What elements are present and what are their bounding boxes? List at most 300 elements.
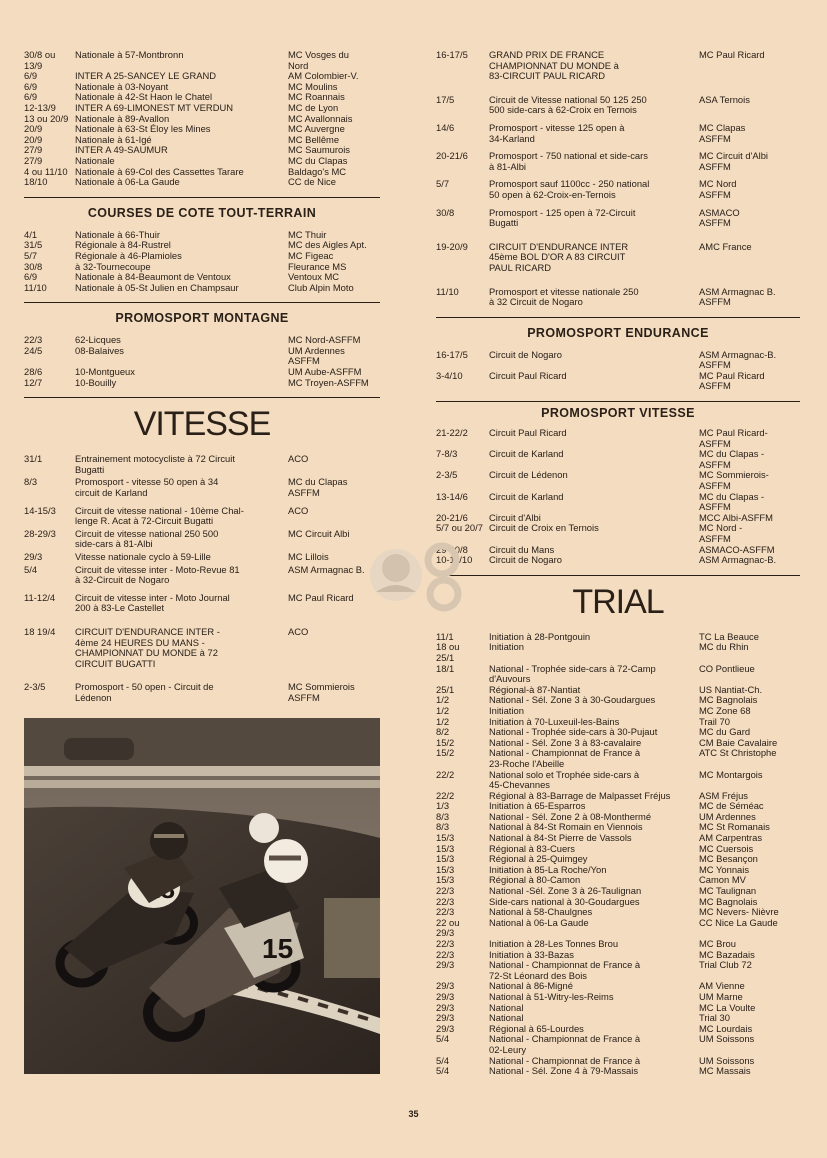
club-cell: MC Roannais [288,91,345,103]
event-cell: Promosport - 125 open à 72-Circuit Bugatti [489,206,636,229]
event-cell: National - Sél. Zone 2 à 08-Monthermé [489,810,652,822]
club-cell: ASM Armagnac-B. ASFFM [699,348,777,371]
event-cell: à 32-Tournecoupe [75,260,151,272]
date-cell: 1/2 [436,704,450,716]
club-cell: MC St Romanais [699,821,770,833]
event-cell: INTER A 69-LIMONEST MT VERDUN [75,101,234,113]
club-cell: ACO [288,453,309,465]
schedule-row [24,283,380,294]
event-cell: Vitesse nationale cyclo à 59-Lille [75,551,211,562]
date-cell: 27/9 [24,144,43,156]
event-cell: Nationale à 69-Col des Cassettes Tarare [75,165,244,177]
event-cell: Régionale à 84-Rustrel [75,239,171,251]
club-cell: MC du Rhin [699,641,749,653]
date-cell: 13-14/6 [436,490,468,502]
event-cell: Entrainement motocycliste à 72 Circuit Bugatti [75,453,235,475]
event-cell: Nationale à 84-Beaumont de Ventoux [75,271,231,283]
row-gap [436,229,800,242]
tout-terrain-block [24,230,380,294]
event-cell: Initiation à 70-Luxeuil-les-Bains [489,715,620,727]
event-cell: GRAND PRIX DE FRANCE CHAMPIONNAT DU MONDE à 83-CIRCUIT PAUL RICARD [489,49,619,82]
date-cell: 2-3/5 [24,681,46,693]
event-cell: INTER A 49-SAUMUR [75,144,168,156]
event-cell: Circuit de Nogaro [489,554,562,566]
motorcycle-race-photo [24,718,380,1074]
event-cell: Initiation à 28-Pontgouin [489,630,591,642]
date-cell: 1/3 [436,800,450,812]
event-cell: Régional à 80-Camon [489,874,581,886]
date-cell: 15/2 [436,736,455,748]
date-cell: 29/3 [436,959,455,971]
club-cell: MC du Clapas ASFFM [288,476,348,499]
event-cell: Promosport et vitesse nationale 250 à 32 Circuit de Nogaro [489,285,639,308]
date-cell: 29/3 [436,990,455,1002]
date-cell: 11/10 [436,285,459,297]
endurance-block [436,350,800,392]
divider [24,302,380,303]
date-cell: 28/6 [24,366,43,378]
schedule-row [436,523,800,544]
club-cell: MC Thuir [288,228,327,240]
date-cell: 15/3 [436,853,455,865]
event-cell: Nationale à 05-St Julien en Champsaur [75,281,239,293]
club-cell: MC Bagnolais [699,694,758,706]
event-cell: Initiation à 65-Esparros [489,800,586,812]
club-cell: MC Nord ASFFM [699,178,737,200]
schedule-row [24,103,380,114]
event-cell: National à 58-Chaulgnes [489,906,593,918]
date-cell: 30/8 ou 13/9 [24,49,56,71]
club-cell: MCC Albi-ASFFM [699,511,773,523]
club-cell: MC de Séméac [699,800,764,812]
date-cell: 16-17/5 [436,49,468,60]
club-cell: MC Sommierois ASFFM [288,681,355,703]
event-cell: Nationale [75,154,115,166]
date-cell: 22/3 [436,885,455,897]
date-cell: 22/2 [436,768,455,780]
club-cell: CM Baie Cavalaire [699,736,778,748]
divider [24,197,380,198]
event-cell: Circuit Paul Ricard [489,427,567,439]
date-cell: 5/4 [24,563,38,575]
date-cell: 27/9 [24,154,43,166]
event-cell: CIRCUIT D'ENDURANCE INTER 45ème BOL D'OR A 83 CIRCUIT PAUL RICARD [489,240,629,273]
date-cell: 14/6 [436,121,455,133]
event-cell: 10-Bouilly [75,376,117,388]
schedule-row [436,179,800,200]
event-cell: Nationale à 57-Montbronn [75,49,184,60]
event-cell: Circuit de Nogaro [489,348,562,360]
club-cell: MC Clapas ASFFM [699,121,746,144]
date-cell: 29/3 [436,1022,455,1034]
club-cell: ASM Armagnac B. [288,563,365,575]
date-cell: 22/3 [436,938,455,949]
schedule-row [436,918,800,939]
event-cell: Circuit de vitesse inter - Moto-Revue 81 à 32-Circuit de Nogaro [75,563,240,586]
club-cell: MC Paul Ricard [699,49,765,60]
date-cell: 18/1 [436,662,455,674]
event-cell: Promosport - vitesse 50 open à 34 circuit de Karland [75,476,219,499]
event-cell: Régional à 65-Lourdes [489,1022,584,1034]
event-cell: Initiation à 85-La Roche/Yon [489,863,607,875]
club-cell: MC Zone 68 [699,704,751,716]
date-cell: 19-20/9 [436,240,468,252]
club-cell: Club Alpin Moto [288,281,354,293]
schedule-row [436,151,800,172]
date-cell: 18 ou 25/1 [436,641,460,663]
club-cell: ASMACO ASFFM [699,206,740,229]
date-cell: 5/4 [436,1033,450,1045]
event-cell: National -Sél. Zone 3 à 26-Taulignan [489,885,642,897]
schedule-row [436,1034,800,1055]
event-cell: Circuit de vitesse inter - Moto Journal 200 à 83-Le Castellet [75,591,230,614]
event-cell: National - Sél. Zone 3 à 83-cavalaire [489,736,642,748]
event-cell: National à 06-La Gaude [489,916,589,928]
event-cell: Initiation à 33-Bazas [489,948,574,960]
right-column [436,50,800,1077]
schedule-row [24,50,380,71]
event-cell: Circuit de Lédenon [489,469,568,481]
date-cell: 12-13/9 [24,101,56,113]
date-cell: 22/3 [436,895,455,907]
event-cell: National [489,1001,524,1013]
club-cell: MC Sommierois- ASFFM [699,469,769,492]
club-cell: UM Ardennes ASFFM [288,344,345,367]
schedule-row [436,242,800,274]
schedule-row [24,565,380,586]
date-cell: 1/2 [436,694,450,706]
event-cell: Circuit de vitesse national 250 500 side-cars à 81-Albi [75,527,219,550]
club-cell: AM Vienne [699,980,745,992]
date-cell: 21-22/2 [436,427,468,439]
promosport-vitesse-block [436,428,800,566]
date-cell: 13 ou 20/9 [24,112,69,124]
event-cell: Circuit du Mans [489,543,555,555]
schedule-row [436,123,800,144]
schedule-row [436,748,800,769]
club-cell: ASMACO-ASFFM [699,543,775,555]
club-cell: AM Carpentras [699,832,763,844]
schedule-row [436,706,800,717]
event-cell: Initiation [489,641,524,653]
date-cell: 20-21/6 [436,150,468,162]
event-cell: INTER A 25-SANCEY LE GRAND [75,70,217,82]
club-cell: MC Nord-ASFFM [288,334,361,346]
event-cell: Circuit de Karland [489,490,564,502]
event-cell: Initiation à 28-Les Tonnes Brou [489,938,619,949]
club-cell: MC Paul Ricard ASFFM [699,369,765,392]
schedule-row [436,208,800,229]
heading-vitesse: VITESSE [133,405,271,444]
date-cell: 15/3 [436,863,455,875]
schedule-row [436,555,800,566]
club-cell: CO Pontlieue [699,662,755,674]
date-cell: 30/8 [436,206,455,218]
date-cell: 15/3 [436,832,455,844]
schedule-row [436,470,800,491]
club-cell: Fleurance MS [288,260,347,272]
club-cell: AMC France [699,240,752,252]
date-cell: 22/3 [436,906,455,918]
date-cell: 5/7 ou 20/7 [436,522,483,534]
date-cell: 11/10 [24,281,47,293]
date-cell: 6/9 [24,91,38,103]
heading-trial: TRIAL [572,582,664,621]
schedule-row [436,992,800,1003]
event-cell: 08-Balaives [75,344,124,356]
vitesse-cont-block [436,50,800,308]
club-cell: Trail 70 [699,715,730,727]
club-cell: Camon MV [699,874,746,886]
heading-courses-de-cote: COURSES DE COTE TOUT-TERRAIN [87,205,317,220]
club-cell: Baldago's MC [288,165,347,177]
club-cell: MC Avallonnais [288,112,353,124]
date-cell: 5/4 [436,1065,450,1077]
date-cell: 4/1 [24,228,38,240]
club-cell: MC du Clapas [288,154,348,166]
club-cell: ACO [288,625,309,637]
club-cell: MC de Lyon [288,101,339,113]
club-cell: MC La Voulte [699,1001,756,1013]
event-cell: Promosport - 750 national et side-cars à 81-Albi [489,150,648,172]
club-cell: MC Besançon [699,853,758,865]
date-cell: 29/3 [436,1001,455,1013]
event-cell: Régional à 83-Cuers [489,842,575,854]
schedule-row [24,682,380,703]
club-cell: UM Soissons [699,1033,755,1045]
date-cell: 15/2 [436,747,455,759]
event-cell: Circuit Paul Ricard [489,369,567,381]
event-cell: Nationale à 42-St Haon le Chatel [75,91,213,103]
event-cell: National à 84-St Romain en Viennois [489,821,643,833]
club-cell: MC du Clapas - ASFFM [699,448,765,470]
event-cell: National - Championnat de France à 23-Roche l'Abeille [489,747,641,769]
club-cell: MC du Gard [699,726,751,738]
date-cell: 8/3 [24,476,38,488]
montagne-block [24,335,380,388]
event-cell: Circuit de vitesse national - 10ème Chal- lenge R. Acat à 72-Circuit Bugatti [75,504,244,527]
club-cell: ATC St Christophe [699,747,777,759]
date-cell: 6/9 [24,271,38,283]
club-cell: MC Nevers- Nièvre [699,906,779,918]
schedule-row [436,1066,800,1077]
club-cell: MC Cuersois [699,842,754,854]
date-cell: 24/5 [24,344,43,356]
trial-block [436,632,800,1077]
schedule-row [24,251,380,262]
event-cell: Nationale à 61-Igé [75,133,152,145]
schedule-row [24,346,380,367]
schedule-row [24,156,380,167]
club-cell: CC Nice La Gaude [699,916,778,928]
date-cell: 12/7 [24,376,43,388]
date-cell: 29/3 [436,980,455,992]
club-cell: MC des Aigles Apt. [288,239,367,251]
event-cell: National à 84-St Pierre de Vassols [489,832,632,844]
event-cell: Régional à 25-Quimgey [489,853,588,865]
date-cell: 8/2 [436,726,450,738]
schedule-row [24,378,380,389]
club-cell: MC du Clapas - ASFFM [699,490,765,513]
event-cell: National solo et Trophée side-cars à 45-Chevannes [489,768,640,791]
heading-promosport-endurance: PROMOSPORT ENDURANCE [527,325,709,340]
date-cell: 28-29/3 [24,527,56,539]
event-cell: 10-Montgueux [75,366,135,378]
schedule-row [436,664,800,685]
schedule-row [436,50,800,82]
club-cell: ASM Armagnac-B. [699,554,777,566]
date-cell: 4 ou 11/10 [24,165,68,177]
club-cell: ASM Fréjus [699,789,748,801]
club-cell: MC Paul Ricard- ASFFM [699,427,768,449]
date-cell: 14-15/3 [24,504,56,516]
date-cell: 15/3 [436,874,455,886]
event-cell: Régionale à 46-Plamioles [75,249,182,261]
row-gap [436,82,800,95]
date-cell: 31/5 [24,239,43,251]
event-cell: Nationale à 03-Noyant [75,80,169,92]
divider [436,401,800,402]
schedule-row [24,593,380,614]
event-cell: National - Trophée side-cars à 72-Camp d'Auvours [489,662,656,685]
date-cell: 29/3 [24,551,43,562]
date-cell: 22/3 [24,334,43,346]
schedule-row [436,642,800,663]
event-cell: Side-cars national à 30-Goudargues [489,895,640,907]
event-cell: Nationale à 06-La Gaude [75,176,180,188]
club-cell: UM Marne [699,990,743,1002]
club-cell: MC Lourdais [699,1022,753,1034]
event-cell: Nationale à 89-Avallon [75,112,170,124]
date-cell: 6/9 [24,80,38,92]
date-cell: 1/2 [436,715,450,727]
date-cell: 11/1 [436,630,454,642]
club-cell: UM Aube-ASFFM [288,366,362,378]
divider [436,575,800,576]
club-cell: MC Troyen-ASFFM [288,376,369,388]
event-cell: National à 51-Witry-les-Reims [489,990,614,1002]
date-cell: 18 19/4 [24,625,56,637]
club-cell: UM Soissons [699,1054,755,1066]
club-cell: US Nantiat-Ch. [699,683,763,695]
vitesse-block [24,454,380,703]
club-cell: UM Ardennes [699,810,756,822]
club-cell: TC La Beauce [699,630,759,642]
club-cell: MC Vosges du Nord [288,49,349,71]
club-cell: MC Bagnolais [699,895,758,907]
date-cell: 2-3/5 [436,469,458,481]
club-cell: MC Nord - ASFFM [699,522,743,544]
date-cell: 20/9 [24,133,43,145]
date-cell: 18/10 [24,176,48,188]
club-cell: CC de Nice [288,176,336,188]
heading-promosport-vitesse: PROMOSPORT VITESSE [541,406,695,421]
date-cell: 15/3 [436,842,455,854]
event-cell: CIRCUIT D'ENDURANCE INTER - 4ème 24 HEURES DU MANS - CHAMPIONNAT DU MONDE à 72 CIRCUIT BUGATTI [75,625,220,669]
event-cell: Nationale à 63-St Éloy les Mines [75,123,211,135]
date-cell: 25/1 [436,683,455,695]
date-cell: 20/9 [24,123,43,135]
event-cell: National - Trophée side-cars à 30-Pujaut [489,726,658,738]
schedule-row [436,492,800,513]
date-cell: 7-8/3 [436,448,458,460]
club-cell: MC Montargois [699,768,763,780]
event-cell: Circuit de Croix en Ternois [489,522,599,534]
date-cell: 8/3 [436,821,450,833]
event-cell: Circuit de Vitesse national 50 125 250 500 side-cars à 62-Croix en Ternois [489,93,647,116]
club-cell: MC Yonnais [699,863,750,875]
schedule-row [24,552,380,563]
date-cell: 29-30/8 [436,543,468,555]
club-cell: MC Figeac [288,249,334,261]
club-cell: MC Bazadais [699,948,755,960]
event-cell: Promosport - 50 open - Circuit de Lédenon [75,681,214,703]
club-cell: MC Taulignan [699,885,757,897]
event-cell: Circuit de Karland [489,448,564,460]
event-cell: Initiation [489,704,524,716]
event-cell: Régional à 83-Barrage de Malpasset Fréjus [489,789,671,801]
event-cell: Promosport - vitesse 125 open à 34-Karland [489,121,625,144]
schedule-row [24,627,380,669]
date-cell: 5/7 [24,249,38,261]
schedule-row [24,177,380,188]
jp-logo-stamp [358,530,468,620]
event-cell: Nationale à 66-Thuir [75,228,160,240]
row-gap [436,274,800,287]
club-cell: Trial 30 [699,1012,730,1024]
schedule-row [24,529,380,550]
race-number-15: 15 [262,932,294,964]
club-cell: MC Auvergne [288,123,345,135]
divider [436,317,800,318]
schedule-row [24,506,380,527]
date-cell: 22/3 [436,948,455,960]
date-cell: 20-21/6 [436,511,468,523]
date-cell: 3-4/10 [436,369,463,381]
schedule-row [436,770,800,791]
date-cell: 22/2 [436,789,455,801]
date-cell: 6/9 [24,70,38,82]
event-cell: National - Sél. Zone 3 à 30-Goudargues [489,694,656,706]
schedule-row [436,960,800,981]
club-cell: MC Circuit d'Albi ASFFM [699,150,768,172]
date-cell: 10-11/10 [436,554,473,566]
divider [24,397,380,398]
date-cell: 11-12/4 [24,591,56,603]
club-cell: Trial Club 72 [699,959,752,971]
date-cell: 8/3 [436,810,450,822]
club-cell: MC Bellême [288,133,340,145]
club-cell: ASM Armagnac B. ASFFM [699,285,776,308]
schedule-row [436,939,800,950]
event-cell: National à 86-Migné [489,980,573,992]
club-cell: MC Lillois [288,551,329,562]
cote-block [24,50,380,188]
club-cell: Ventoux MC [288,271,340,283]
page-number: 35 [408,1109,419,1119]
club-cell: ACO [288,504,309,516]
club-cell: ASA Ternois [699,93,750,105]
date-cell: 30/8 [24,260,43,272]
schedule-row [436,350,800,371]
date-cell: 31/1 [24,453,43,465]
event-cell: Régional-à 87-Nantiat [489,683,581,695]
schedule-row [436,95,800,116]
event-cell: National - Championnat de France à 72-St Léonard des Bois [489,959,641,981]
left-column [24,50,380,1074]
date-cell: 16-17/5 [436,348,468,360]
schedule-row [436,287,800,308]
